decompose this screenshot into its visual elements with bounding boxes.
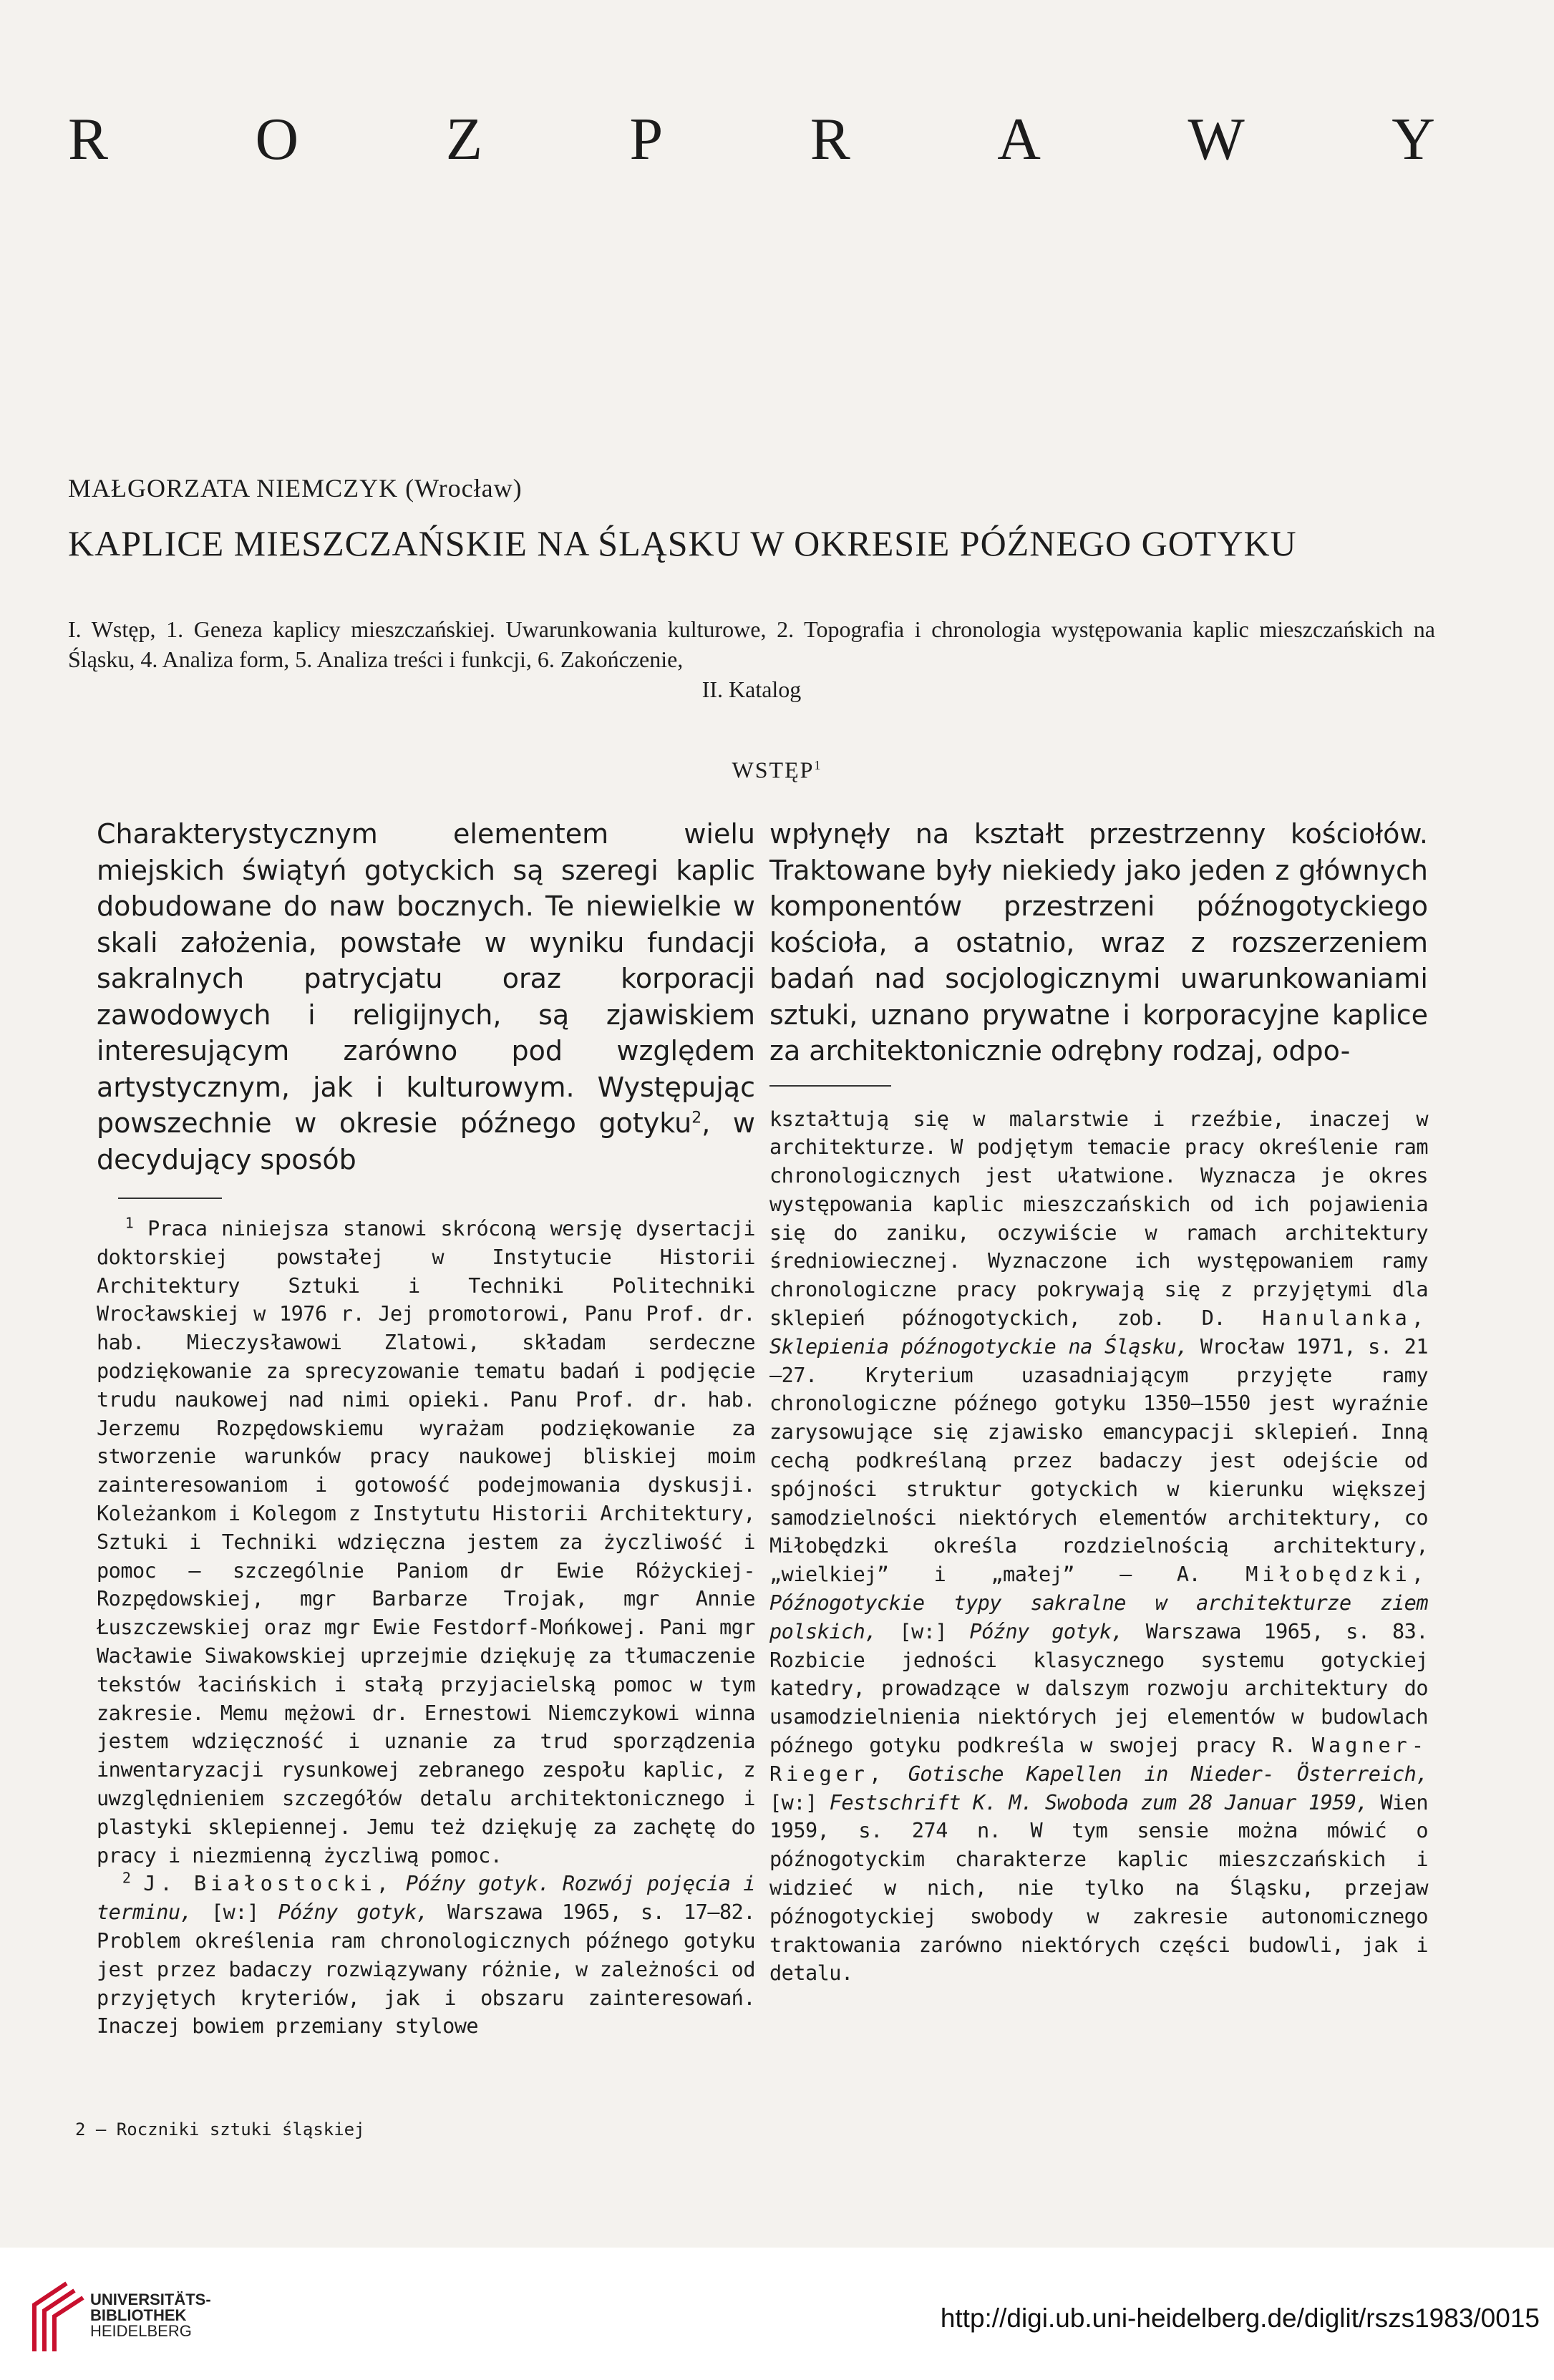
viewer-footer xyxy=(0,2248,1554,2380)
section-heading-text: WSTĘP xyxy=(732,757,815,783)
header-letter: R xyxy=(68,106,109,173)
footnote-title: Festschrift K. M. Swoboda zum 28 Januar 1959, xyxy=(829,1790,1369,1815)
article-author: MAŁGORZATA NIEMCZYK (Wrocław) xyxy=(68,474,523,502)
footnote-text: [w:] xyxy=(211,1900,259,1925)
article-title: KAPLICE MIESZCZAŃSKIE NA ŚLĄSKU W OKRESIE PÓŹNEGO GOTYKU xyxy=(68,523,1297,563)
footnote-rule xyxy=(769,1085,891,1087)
footnote-text: Warszawa 1965, s. 17—82. Problem określenia ram chronologicznych późnego gotyku jest przez badaczy rozwiązywany różnie, w zależności od przyjętych kryteriów, jak i obszaru zainteresowań. Inaczej bowiem przemiany stylowe xyxy=(97,1900,755,2039)
footnote-author: Wagner-Rieger, xyxy=(769,1734,1428,1786)
contents-text: I. Wstęp, 1. Geneza kaplicy mieszczańskiej. Uwarunkowania kulturowe, 2. Topografia i chronologia występowania kaplic mieszczańskich na Śląsku, 4. Analiza form, 5. Analiza treści i funkcji, 6. Zakończenie, xyxy=(68,616,1435,672)
header-letter: W xyxy=(1188,106,1245,173)
section-heading xyxy=(0,750,1554,785)
library-name xyxy=(90,2292,211,2339)
footnote-title: Sklepienia późnogotyckie na Śląsku, xyxy=(769,1334,1188,1359)
footnote-title: Późny gotyk. Rozwój pojęcia i terminu, xyxy=(97,1872,755,1925)
footnote-text: Wrocław 1971, s. 21—27. Kryterium uzasadniającym przyjęte ramy chronologiczne późnego gotyku 1350—1550 jest wyraźnie zarysowujące się zjawisko emancypacji sklepień. Inną cechą podkreślaną przez badaczy jest odejście od spójności struktur gotyckich w kierunku większej samodzielności niektórych elementów architektury, co Miłobędzki określa rozdzielnością architektury, „wielkiej” i „małej” — A. xyxy=(769,1334,1428,1587)
footnote-text: [w:] xyxy=(899,1619,948,1643)
footnote-author: Miłobędzki, xyxy=(1245,1563,1428,1587)
footnote-text: Warszawa 1965, s. 83. Rozbicie jedności klasycznego systemu gotyckiej katedry, prowadzące w dalszym rozwoju architektury do usamodzielnienia niektórych jej elementów w budowlach późnego gotyku podkreśla w swojej pracy R. xyxy=(769,1619,1428,1758)
footnote-author: J. Białostocki, xyxy=(143,1872,393,1896)
footnote-ref: 1 xyxy=(814,758,822,772)
header-letter: Y xyxy=(1392,106,1435,173)
footnote-text: Wien 1959, s. 274 n. W tym sensie można mówić o późnogotyckim charakterze kaplic mieszczańskich i widzieć w nich, nie tylko na Śląsku, przejaw późnogotyckiej swobody w zakresie autonomicznego traktowania zarówno niektórych części budowli, jak i detalu. xyxy=(769,1790,1428,1986)
footnote-2-continued xyxy=(769,1105,1428,1988)
header-letter: Z xyxy=(445,106,483,173)
footnote-title: Gotische Kapellen in Nieder- Österreich, xyxy=(908,1762,1428,1786)
footnote-2 xyxy=(97,1870,755,2041)
header-letter: O xyxy=(255,106,299,173)
contents-catalog: II. Katalog xyxy=(701,676,802,702)
library-name-line: BIBLIOTHEK xyxy=(90,2306,187,2324)
body-paragraph-right: wpłynęły na kształt przestrzenny kościołów. Traktowane były niekiedy jako jeden z głównych komponentów przestrzeni późnogotyckiego kościoła, a ostatnio, wraz z rozszerzeniem badań nad socjologicznymi uwarunkowaniami sztuki, uznano prywatne i korporacyjne kaplice za architektonicznie odrębny rodzaj, odpo- xyxy=(769,818,1428,1067)
footnote-title: Późny gotyk, xyxy=(969,1619,1124,1643)
footnote-author: Hanulanka, xyxy=(1262,1306,1428,1331)
footnote-rule xyxy=(118,1198,222,1199)
library-name-line: UNIVERSITÄTS- xyxy=(90,2291,211,2308)
footnote-text: Praca niniejsza stanowi skróconą wersję dysertacji doktorskiej powstałej w Instytucie Historii Architektury Sztuki i Techniki Politechniki Wrocławskiej w 1976 r. Jej promotorowi, Panu Prof. dr. hab. Mieczysławowi Zlatowi, składam serdeczne podziękowanie za sprecyzowanie tematu badań i podjęcie trudu naukowej nad nimi opieki. Panu Prof. dr. hab. Jerzemu Rozpędowskiemu wyrażam podziękowanie za stworzenie warunków pracy naukowej bliskiej moim zainteresowaniom i gotowość podejmowania dyskusji. Koleżankom i Kolegom z Instytutu Historii Architektury, Sztuki i Techniki wdzięczna jestem za życzliwość i pomoc — szczególnie Paniom dr Ewie Różyckiej-Rozpędowskiej, mgr Barbarze Trojak, mgr Annie Łuszczewskiej oraz mgr Ewie Festdorf-Mońkowej. Pani mgr Wacławie Siwakowskiej uprzejmie dziękuję za tłumaczenie tekstów łacińskich i stałą przyjacielską pomoc w tym zakresie. Memu mężowi dr. Ernestowi Niemczykowi winna jestem wdzięczność i uznanie za trud sporządzenia inwentaryzacji rysunkowej zebranego zespołu kaplic, z uwzględnieniem szczegółów detalu architektonicznego i plastyki sklepiennej. Jemu też dziękuję za zachętę do pracy i niezmienną życzliwą pomoc. xyxy=(97,1217,755,1867)
footnote-title: Późny gotyk, xyxy=(278,1900,429,1925)
header-letter: P xyxy=(629,106,664,173)
footnote-text: [w:] xyxy=(769,1790,817,1815)
header-letter: R xyxy=(810,106,850,173)
table-of-contents xyxy=(68,614,1435,704)
library-name-line: HEIDELBERG xyxy=(90,2322,192,2340)
body-text: Charakterystycznym elementem wielu miejskich świątyń gotyckich są szeregi kaplic dobudowane do naw bocznych. Te niewielkie w skali założenia, powstałe w wyniku fundacji sakralnych patrycjatu oraz korporacji zawodowych i religijnych, są zjawiskiem interesującym zarówno pod względem artystycznym, jak i kulturowym. Występując powszechnie w okresie późnego gotyku xyxy=(97,818,755,1139)
library-logo-icon xyxy=(27,2276,84,2355)
page-signature: 2 — Roczniki sztuki śląskiej xyxy=(75,2119,365,2139)
footnote-title: Późnogotyckie typy sakralne w architekturze ziem polskich, xyxy=(769,1591,1428,1643)
footnote-1 xyxy=(97,1215,755,1870)
body-paragraph-left xyxy=(97,816,755,1177)
right-column xyxy=(769,816,1428,1988)
running-header xyxy=(68,107,1435,172)
left-column xyxy=(97,816,755,2041)
footnote-ref: 2 xyxy=(691,1109,702,1127)
footnote-text: kształtują się w malarstwie i rzeźbie, inaczej w architekturze. W podjętym temacie pracy określenie ram chronologicznych jest ułatwione. Wyznacza je okres występowania kaplic mieszczańskich od ich pojawienia się do zaniku, oczywiście w ramach architektury średniowiecznej. Wyznaczone ich występowaniem ramy chronologiczne pracy pokrywają się z przyjętymi dla sklepień późnogotyckich, zob. D. xyxy=(769,1107,1428,1331)
header-letter: A xyxy=(997,106,1041,173)
footnote-number: 2 xyxy=(122,1869,131,1887)
footnote-number: 1 xyxy=(125,1214,134,1232)
body-text: , w decydujący sposób xyxy=(97,1107,755,1175)
permalink-url[interactable]: http://digi.ub.uni-heidelberg.de/diglit/rszs1983/0015 xyxy=(940,2303,1540,2333)
